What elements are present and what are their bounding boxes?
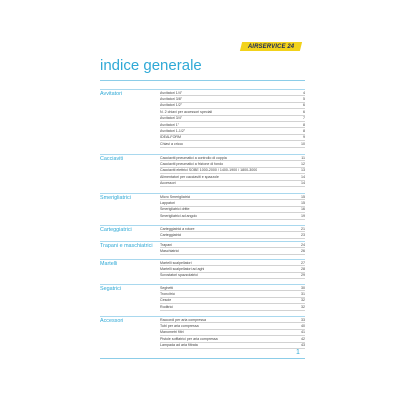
entry-title: Manometri filtri (160, 330, 184, 335)
entry-page-number: 43 (301, 343, 305, 348)
entry-page-number: 41 (301, 330, 305, 335)
entry-title: Cacciaviti pneumatici a controllo di coppia (160, 155, 227, 160)
index-entry (160, 181, 305, 187)
entry-title: Cacciaviti pneumatici a frizione di fondo (160, 162, 224, 167)
entry-title: Seghetti (160, 285, 174, 290)
section-items (160, 242, 305, 255)
entry-title: Micro Smerigliatrici (160, 194, 191, 199)
entry-title: Tubi per aria compressa (160, 324, 199, 329)
index-section (100, 89, 305, 146)
index-section (100, 225, 305, 238)
entry-title: Lampada ad aria filtrata (160, 343, 198, 348)
entry-title: Carteggiatrici (160, 233, 182, 238)
entry-page-number: 21 (301, 226, 305, 231)
entry-page-number: 12 (301, 162, 305, 167)
page-title: indice generale (100, 57, 202, 74)
entry-page-number: 19 (301, 213, 305, 218)
entry-title: Avvitatori 3/4" (160, 116, 182, 121)
index-entry (160, 304, 305, 310)
section-label: Carteggiatrici (100, 227, 132, 233)
entry-page-number: 42 (301, 336, 305, 341)
entry-page-number: 8 (303, 122, 305, 127)
index-section (100, 154, 305, 186)
entry-title: Cacciaviti elettrici SOBE 1000-2000 / 1400-1900 / 1800-3000 (160, 168, 258, 173)
index-section (100, 241, 305, 254)
entry-page-number: 14 (301, 174, 305, 179)
entry-page-number: 26 (301, 249, 305, 254)
entry-page-number: 28 (301, 267, 305, 272)
entry-title: Troncitrici (160, 292, 176, 297)
entry-title: Avvitatori 1" (160, 122, 179, 127)
section-items (160, 285, 305, 311)
section-items (160, 226, 305, 239)
section-items (160, 155, 305, 187)
section-label: Segatrici (100, 286, 121, 292)
entry-page-number: 31 (301, 292, 305, 297)
entry-page-number: 16 (301, 207, 305, 212)
entry-title: Carteggiatrici a rotore (160, 226, 195, 231)
entry-page-number: 15 (301, 194, 305, 199)
entry-title: Smerigliatrici dritte (160, 207, 190, 212)
title-divider (100, 80, 305, 81)
brand-logo (240, 42, 302, 51)
entry-page-number: 10 (301, 141, 305, 146)
entry-title: Alimentatori per cacciaviti e spazzole (160, 174, 219, 179)
entry-title: Martelli scalpellatori ad aghi (160, 267, 205, 272)
entry-page-number: 27 (301, 260, 305, 265)
section-items (160, 90, 305, 148)
entry-title: Pistole soffiatrici per aria compressa (160, 336, 218, 341)
entry-title: Trapani (160, 242, 173, 247)
entry-title: N. 2 chiavi per accessori speciali (160, 109, 213, 114)
entry-title: Raccordi per aria compressa (160, 317, 206, 322)
entry-page-number: 4 (303, 90, 305, 95)
index-section (100, 193, 305, 218)
entry-title: Scrostatori spazzolatrici (160, 273, 198, 278)
entry-page-number: 11 (301, 155, 305, 160)
section-items (160, 260, 305, 279)
entry-title: Roditrici (160, 304, 173, 309)
section-label: Accessori (100, 318, 124, 324)
entry-page-number: 24 (301, 242, 305, 247)
entry-page-number: 13 (301, 168, 305, 173)
brand-logo-text: AIRSERVICE 24 (247, 43, 295, 50)
entry-page-number: 7 (303, 116, 305, 121)
entry-title: Avvitatori 1/2" (160, 103, 182, 108)
entry-page-number: 32 (301, 298, 305, 303)
entry-page-number: 8 (303, 129, 305, 134)
section-label: Smerigliatrici (100, 195, 131, 201)
index-section (100, 259, 305, 278)
entry-title: Avvitatori 1/4" (160, 90, 182, 95)
entry-page-number: 14 (301, 181, 305, 186)
entry-page-number: 33 (301, 317, 305, 322)
entry-title: IDEALFORM (160, 135, 181, 140)
entry-page-number: 6 (303, 103, 305, 108)
entry-page-number: 29 (301, 273, 305, 278)
entry-page-number: 9 (303, 135, 305, 140)
entry-title: Accessori (160, 181, 176, 186)
entry-page-number: 32 (301, 304, 305, 309)
entry-page-number: 23 (301, 233, 305, 238)
page-number: 1 (296, 349, 300, 356)
index-entry (160, 343, 305, 349)
entry-title: Smerigliatrici ad angolo (160, 213, 198, 218)
section-label: Avvitatori (100, 91, 123, 97)
entry-title: Lappatori (160, 201, 175, 206)
footer-divider (100, 358, 305, 359)
entry-title: Maschiatrici (160, 249, 179, 254)
index-entry (160, 232, 305, 238)
section-label: Trapani e maschiatrici (100, 243, 153, 249)
index-entry (160, 213, 305, 219)
index-entry (160, 248, 305, 254)
entry-title: Chiavi a cricco (160, 141, 184, 146)
index-section (100, 284, 305, 309)
entry-page-number: 15 (301, 201, 305, 206)
entry-title: Avvitatori 1-1/2" (160, 129, 186, 134)
index-section (100, 316, 305, 348)
index-entry (160, 273, 305, 279)
entry-title: Martelli scalpellatori (160, 260, 192, 265)
entry-page-number: 5 (303, 97, 305, 102)
entry-page-number: 6 (303, 109, 305, 114)
entry-page-number: 30 (301, 285, 305, 290)
index-entry (160, 141, 305, 147)
section-label: Martelli (100, 261, 118, 267)
section-label: Cacciaviti (100, 156, 124, 162)
entry-page-number: 40 (301, 324, 305, 329)
entry-title: Avvitatori 3/8" (160, 97, 182, 102)
entry-title: Cesoie (160, 298, 172, 303)
section-items (160, 194, 305, 220)
section-items (160, 317, 305, 349)
